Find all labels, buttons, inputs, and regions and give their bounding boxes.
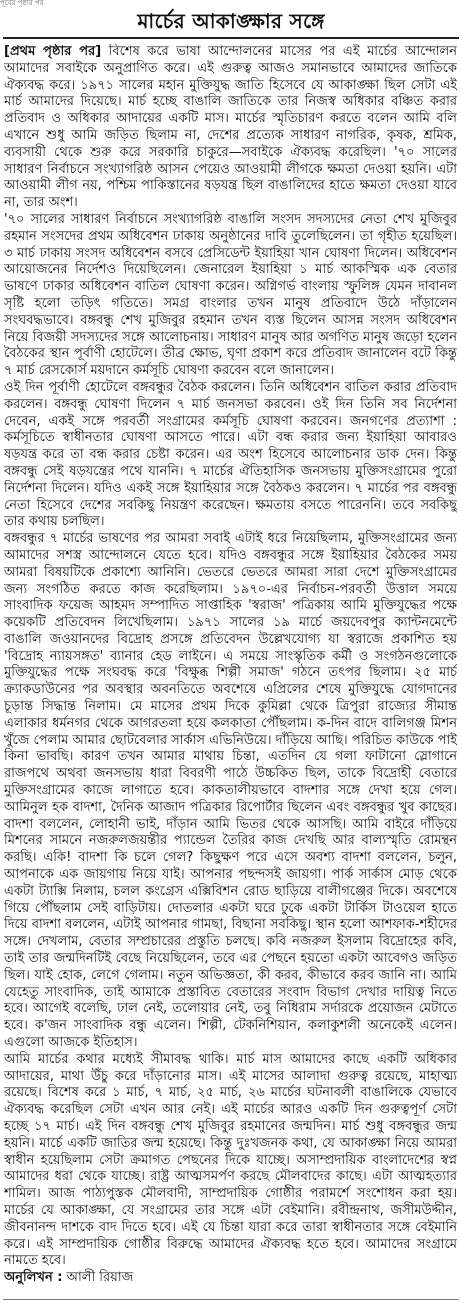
paragraph-5: আমি মার্চের কথার মধ্যেই সীমাবদ্ধ থাকি। মার্চ মাস আমাদের কাছে একটি অধিকার আদায়ের, মাথা উঁচু করে দাঁড়ানোর মাস। এই মাসের আলাদা গুরুত্ব রয়েছে, মাহাত্ম্য রয়েছে। বিশেষ করে ১ মার্চ, ৭ মার্চ, ২৫ মার্চ, ২৬ মার্চের ঘটনাবলী বাঙালিকে যেভাবে ঐক্যবদ্ধ করেছিল সেটা এখন আর নেই। এই মার্চের আরও একটি দিন গুরুত্বপূর্ণ সেটা হচ্ছে ১৭ মার্চ। এই দিন বঙ্গবন্ধু শেখ মুজিবুর রহমানের জন্মদিন। মার্চ শুধু বঙ্গবন্ধুর জন্ম হয়নি। মার্চে একটি জাতির জন্ম হয়েছে। কিন্তু দুঃখজনক কথা, যে আকাঙ্ক্ষা নিয়ে আমরা স্বাধীন হয়েছিলাম সেটা ক্রমাগত পেছনের দিকে যাচ্ছে। অসাম্প্রদায়িক বাংলাদেশের স্বপ্ন আমাদের ধরা থেকে যাচ্ছে। রাষ্ট্র আত্মসমর্পণ করছে মৌলবাদের কাছে। এটা আত্মহত্যার শামিল। আজ পাঠ্যপুস্তক মৌলবাদী, সাম্প্রদায়িক গোষ্ঠীর পরামর্শে সংশোধন করা হয়। মার্চের যে আকাঙ্ক্ষা, যে সংগ্রামের তার সঙ্গে এটা বেইমানি। রবীন্দ্রনাথ, জসীমউদ্দীন, জীবনানন্দ দাশকে বাদ দিতে হবে। এই যে চিন্তা যারা করে তারা স্বাধীনতার সঙ্গে বেইমানি করে। এই সাম্প্রদায়িক গোষ্ঠীর বিরুদ্ধে আমাদের ঐক্যবদ্ধ হতে হবে। আমাদের সংগ্রামে নামতে হবে। (4, 1051, 457, 1269)
title-rule (3, 37, 459, 39)
byline-name: আলী রিয়াজ (66, 1270, 134, 1286)
bottom-rule (3, 1299, 459, 1300)
byline-label: অনুলিখন : (4, 1270, 63, 1286)
byline (4, 1270, 457, 1287)
top-continuation-strip: পূর্বের পৃষ্ঠার পর (0, 0, 44, 7)
continuation-lead: [প্রথম পৃষ্ঠার পর] (4, 44, 102, 59)
paragraph-3: ওই দিন পূর্বাণী হোটেলে বঙ্গবন্ধুর বৈঠক করলেন। তিনি অধিবেশন বাতিল করার প্রতিবাদ করলেন। বঙ্গবন্ধু ঘোষণা দিলেন ৭ মার্চ জনসভা করবেন। ওই দিন তিনি সব নির্দেশনা দেবেন, একই সঙ্গে পরবর্তী সংগ্রামের কর্মসূচি ঘোষণা করবেন। জনগণের প্রত্যাশা : কর্মসূচিতে স্বাধীনতার ঘোষণা আসতে পারে। এটা বন্ধ করার জন্য ইয়াহিয়া আবারও ষড়যন্ত্র করে তা বন্ধ করার চেষ্টা করেন। এর অংশ হিসেবে আলোচনার ডাক দেন। কিন্তু বঙ্গবন্ধু সেই ষড়যন্ত্রের পথে যাননি। ৭ মার্চের ঐতিহাসিক জনসভায় মুক্তিসংগ্রামের পুরো নির্দেশনা দিলেন। যদিও একই সঙ্গে ইয়াহিয়ার সঙ্গে বৈঠকও করলেন। ৭ মার্চের পর বঙ্গবন্ধু নেতা হিসেবে দেশের সবকিছু নিয়ন্ত্রণ করেছেন। ক্ষমতায় বসতে পারেননি। তবে সবকিছু তার কথায় চলছিল। (4, 379, 457, 530)
paragraph-2: '৭০ সালের সাধারণ নির্বাচনে সংখ্যাগরিষ্ঠ বাঙালি সংসদ সদস্যদের নেতা শেখ মুজিবুর রহমান সংসদের প্রথম অধিবেশন ঢাকায় অনুষ্ঠানের দাবি তুলেছিলেন। তা গৃহীত হয়েছিল। ৩ মার্চ ঢাকায় সংসদ অধিবেশন বসবে প্রেসিডেন্ট ইয়াহিয়া খান ঘোষণা দিলেন। অধিবেশন আয়োজনের নির্দেশও দিয়েছিলেন। জেনারেল ইয়াহিয়া ১ মার্চ আকস্মিক এক বেতার ভাষণে ঢাকার অধিবেশন বাতিল ঘোষণা করেন। অগ্নিগর্ভ বাংলায় স্ফুলিঙ্গ যেমন দাবানল সৃষ্টি হলো তড়িৎ গতিতে। সমগ্র বাংলার তখন মানুষ প্রতিবাদে উঠে দাঁড়ালেন সংঘবদ্ধভাবে। বঙ্গবন্ধু শেখ মুজিবুর রহমান তখন ব্যস্ত ছিলেন আসন্ন সংসদ অধিবেশন নিয়ে বিজয়ী সদস্যদের সঙ্গে আলোচনায়। সাধারণ মানুষ আর অগণিত মানুষ জড়ো হলেন বৈঠকের স্থান পূর্বাণী হোটেলে। তীব্র ক্ষোভ, ঘৃণা প্রকাশ করে প্রতিবাদ জানালেন বটে কিন্তু ৭ মার্চ রেসকোর্স ময়দানে কর্মসূচি ঘোষণা করবেন বলে জানালেন। (4, 211, 457, 379)
paragraph-1 (4, 44, 457, 212)
paragraph-1-text: বিশেষ করে ভাষা আন্দোলনের মাসের পর এই মার্চের আন্দোলন আমাদের সবাইকে অনুপ্রাণিত করে। এই গুরুত্ব আজও সমানভাবে আমাদের জাতিকে ঐক্যবদ্ধ করে। ১৯৭১ সালের মহান মুক্তিযুদ্ধ জাতি হিসেবে যে আকাঙ্ক্ষা ছিল সেটা এই মার্চ আমাদের দিয়েছে। মার্চ হচ্ছে বাঙালি জাতিকে তার নিজস্ব অধিকার বঞ্চিত করার প্রতিবাদ ও অধিকার আদায়ের একটি মাস। মার্চের স্মৃতিচারণ করতে বলেন আমি বলি এখানে শুধু আমি জড়িত ছিলাম না, দেশের প্রত্যেক সাধারণ নাগরিক, কৃষক, শ্রমিক, ব্যবসায়ী থেকে শুরু করে সরকারি চাকুরে—সবাইকে ঐক্যবদ্ধ করেছিল। '৭০ সালের সাধারণ নির্বাচনে সংখ্যাগরিষ্ঠ আসন পেয়েও আওয়ামী লীগকে ক্ষমতা দেওয়া হয়নি। এটা আওয়ামী লীগ নয়, পশ্চিম পাকিস্তানের ষড়যন্ত্র ছিল বাঙালিদের হাতে ক্ষমতা দেওয়া যাবে না, তার অংশ। (4, 44, 457, 211)
article-title: মার্চের আকাঙ্ক্ষার সঙ্গে (137, 9, 325, 33)
article-body (4, 44, 457, 1289)
paragraph-4: বঙ্গবন্ধুর ৭ মার্চের ভাষণের পর আমরা সবাই এটাই ধরে নিয়েছিলাম, মুক্তিসংগ্রামের জন্য আমাদের সশস্ত্র আন্দোলনে যেতে হবে। যদিও বঙ্গবন্ধুর সঙ্গে ইয়াহিয়ার বৈঠকের সময় আমরা বিষয়টিকে প্রকাশ্যে আনিনি। ভেতরে ভেতরে আমরা সারা দেশে মুক্তিসংগ্রামের জন্য সংগঠিত করতে কাজ করেছিলাম। ১৯৭০-এর নির্বাচন-পরবর্তী উত্তাল সময়ে সাংবাদিক ফয়েজ আহমদ সম্পাদিত সাপ্তাহিক 'স্বরাজ' পত্রিকায় আমি মুক্তিযুদ্ধের পক্ষে কয়েকটি প্রতিবেদন লিখেছিলাম। ১৯৭১ সালের ১৯ মার্চে জয়দেবপুর ক্যান্টনমেন্টে বাঙালি জওয়ানদের বিদ্রোহ প্রসঙ্গে প্রতিবেদন উল্লেখযোগ্য যা স্বরাজে প্রকাশিত হয় 'বিদ্রোহ ন্যায়সঙ্গত' ব্যানার হেড লাইনে। এ সময়ে সাংস্কৃতিক কর্মী ও সংগঠনগুলোকে মুক্তিযুদ্ধের পক্ষে সংঘবদ্ধ করে 'বিক্ষুব্ধ শিল্পী সমাজ' গঠনে তৎপর ছিলাম। ২৫ মার্চ ক্র্যাকডাউনের পর অবস্থার অবনতিতে অবশেষে এপ্রিলের শেষে মুক্তিযুদ্ধে যোগদানের চূড়ান্ত সিদ্ধান্ত নিলাম। মে মাসের প্রথম দিকে কুমিল্লা থেকে ত্রিপুরা রাজ্যের সীমান্ত এলাকার ধর্মনগর থেকে আগরতলা হয়ে কলকাতা পৌঁছলাম। ক-দিন বাদে বালিগঞ্জ মিশন খুঁজে পেলাম আমার ছোটবেলার সার্কাস এভিনিউয়ে। দাঁড়িয়ে আছি। পরিচিত কাউকে পাই কিনা ভাবছি। কারণ তখন আমার মাথায় চিন্তা, এতদিন যে গলা ফাটানো স্লোগানে রাজপথে অথবা জনসভায় ধারা বিবরণী পাঠে উচ্চকিত ছিল, তাকে বিদ্রোহী বেতারে মুক্তিসংগ্রামের কাজে লাগাতে হবে। কাকতালীয়ভাবে বাদশার সঙ্গে দেখা হয়ে গেল। আমিনুল হক বাদশা, দৈনিক আজাদ পত্রিকার রিপোর্টার ছিলেন এবং বঙ্গবন্ধুর খুব কাছের। বাদশা বললেন, লোহানী ভাই, দাঁড়ান আমি ভিতর থেকে আসছি। আমি বাইরে দাঁড়িয়ে মিশনের সামনে নজরুলজয়ন্তীর প্যান্ডেল তৈরির কাজ দেখছি আর বাল্যস্মৃতি রোমন্থন করছি। একি! বাদশা কি চলে গেল? কিছুক্ষণ পরে এসে অবশ্য বাদশা বললেন, চলুন, আপনাকে এক জায়গায় নিয়ে যাই। আপনার পছন্দসই জায়গা। পার্ক সার্কাস মোড় থেকে একটা ট্যাক্সি নিলাম, চলল কংগ্রেস এক্সিবিশন রোড ছাড়িয়ে বালীগঞ্জের দিকে। অবশেষে গিয়ে পৌঁছলাম সেই বাড়িটায়। দোতলার একটা ঘরে ঢুকে একটা টার্কিস টাওয়েল হাতে দিয়ে বাদশা বললেন, এটাই আপনার গামছা, বিছানা সবকিছু। স্থান হলো আশফাক-শহীদের সঙ্গে। দেখলাম, বেতার সম্প্রচারের প্রস্তুতি চলছে। কবি নজরুল ইসলাম বিদ্রোহের কবি, তাই তার জন্মদিনটিই বেছে নিয়েছিলেন, তবে এর পেছনে হয়তো একটা আবেগও জড়িত ছিল। যাই হোক, লেগে গেলাম। নতুন অভিজ্ঞতা, কী করব, কীভাবে করব জানি না। আমি যেহেতু সাংবাদিক, তাই আমাকে প্রস্তাবিত বেতারের সংবাদ বিভাগ দেখার দায়িত্ব নিতে হবে। আগেই বলেছি, ঢাল নেই, তলোয়ার নেই, তবু নিধিরাম সর্দারকে প্রয়োজন মেটাতে হবে। ক'জন সাংবাদিক বন্ধু এলেন। শিল্পী, টেকনিশিয়ান, কলাকুশলী অনেকেই এলেন। এগুলো আজকে ইতিহাস। (4, 531, 457, 1051)
